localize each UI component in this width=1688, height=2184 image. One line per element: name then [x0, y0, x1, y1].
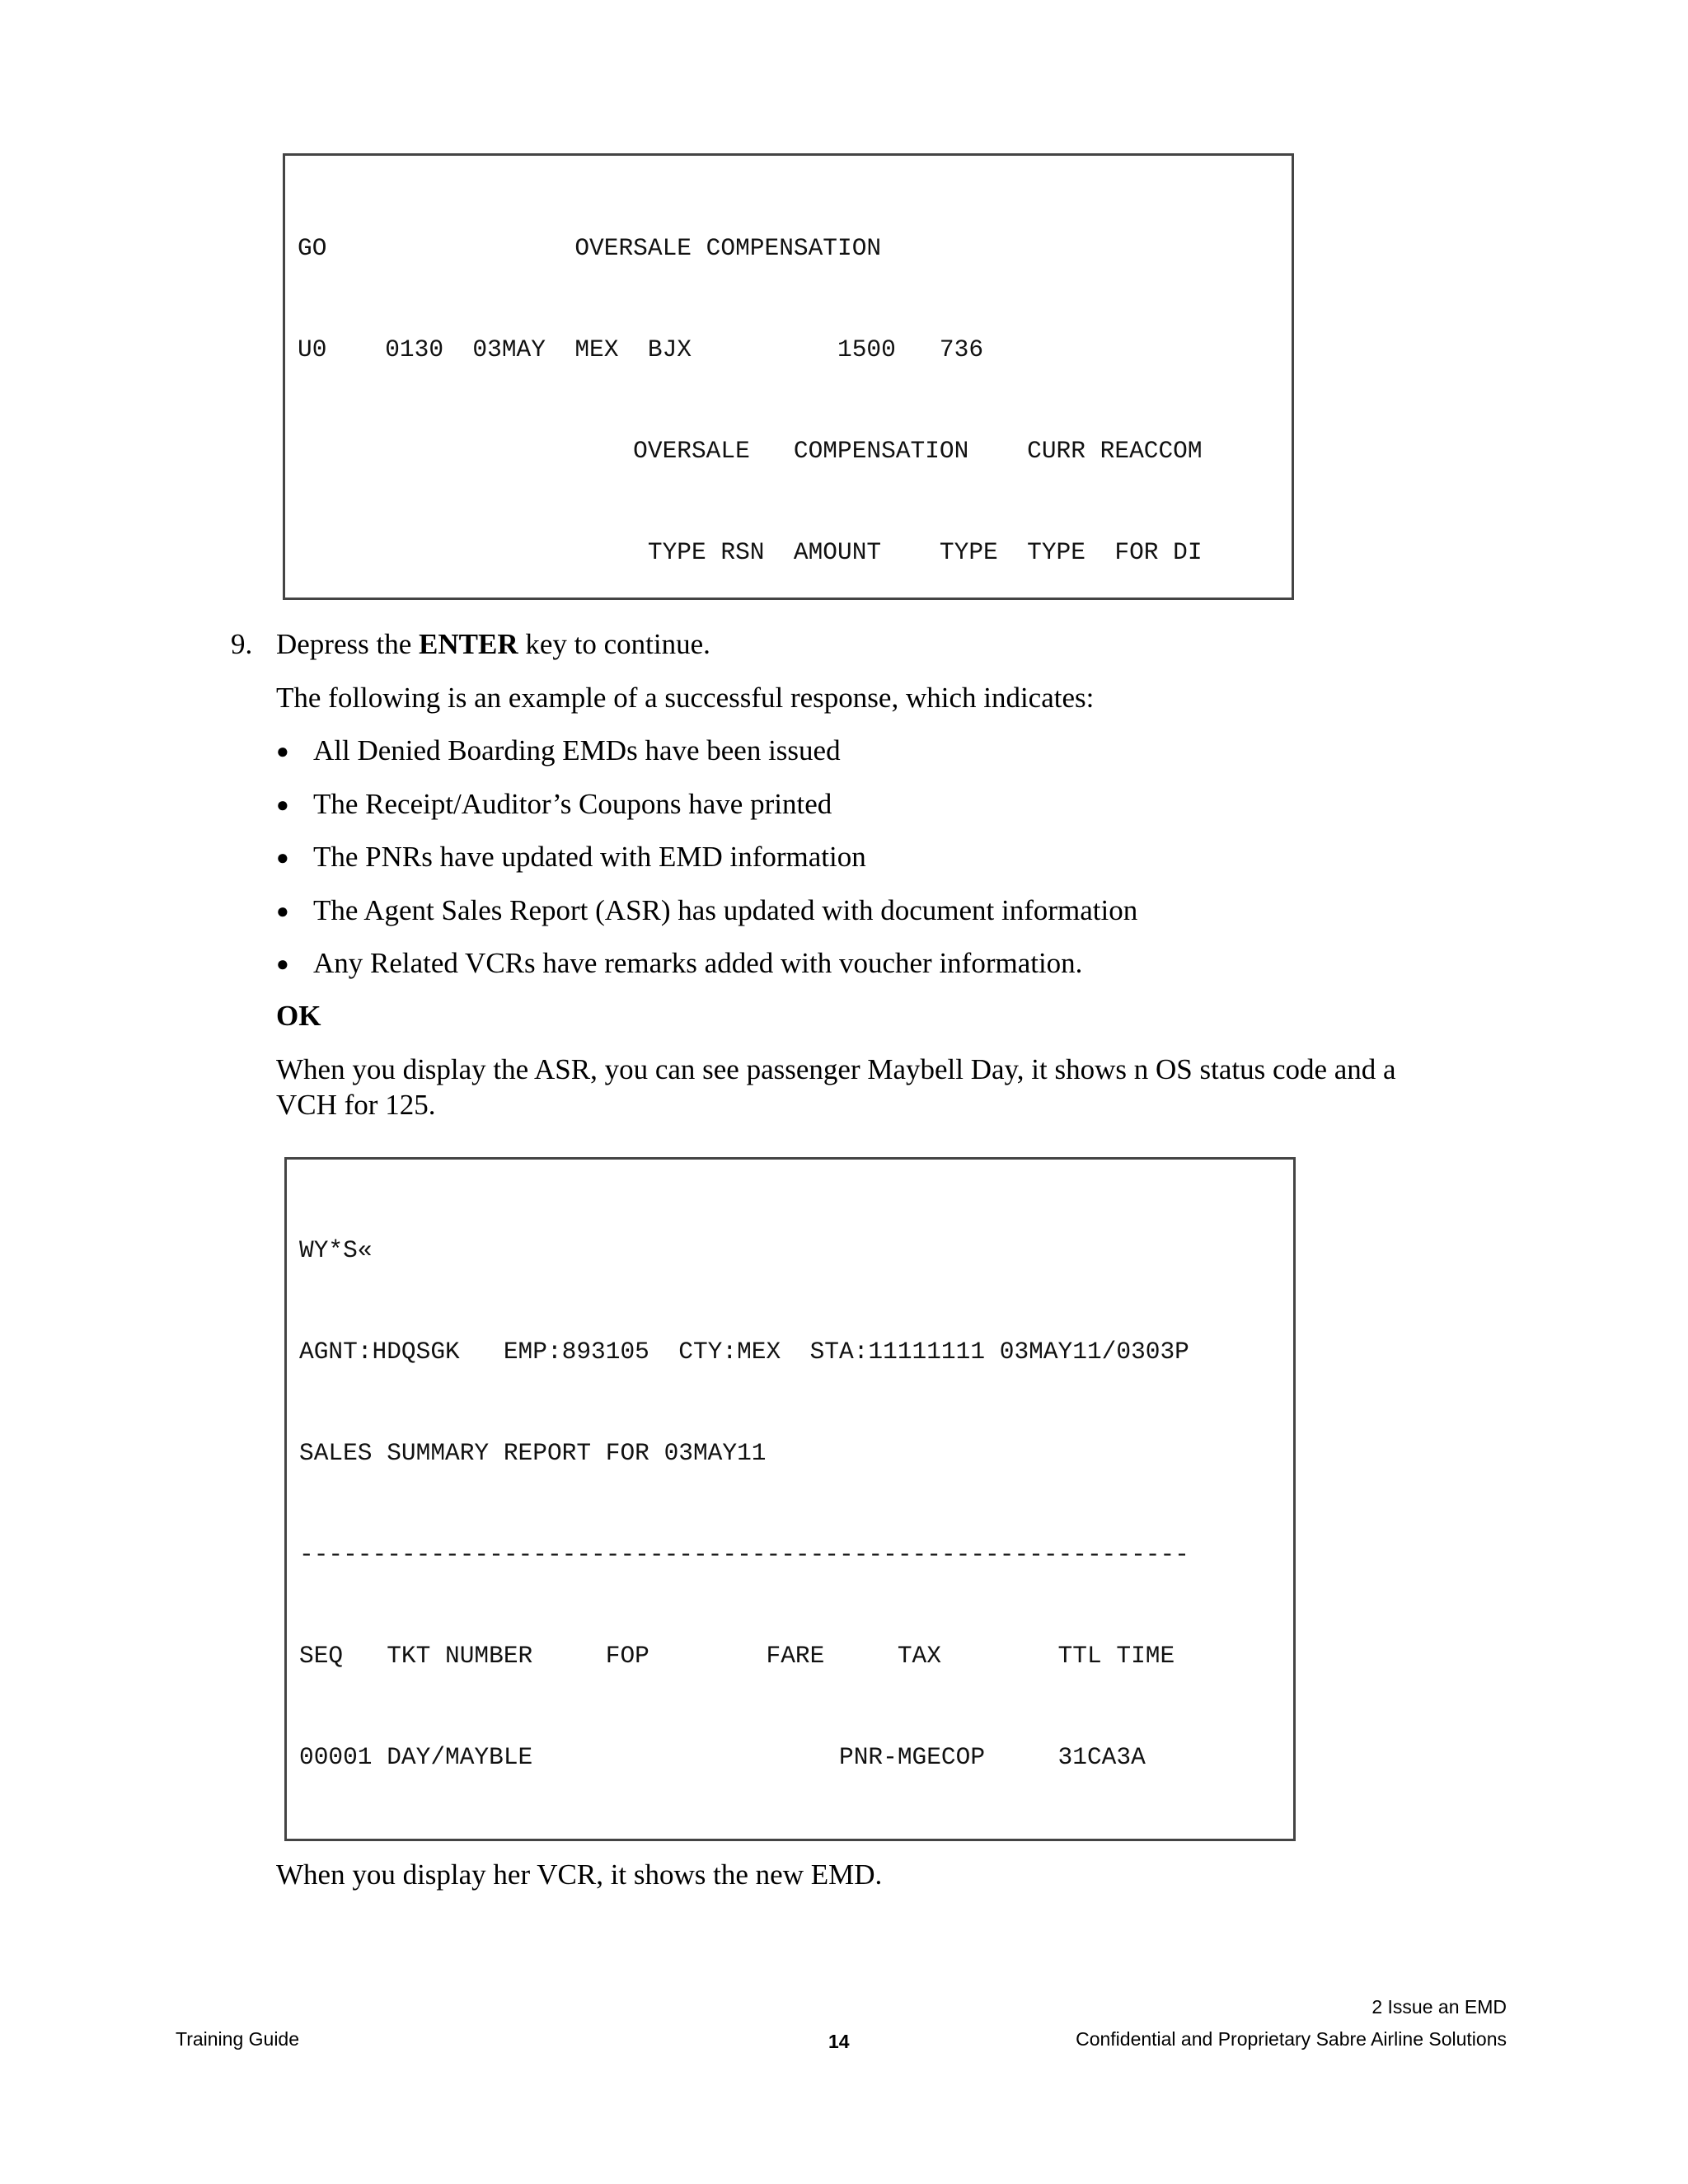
- screen-line: U0 0130 03MAY MEX BJX 1500 736: [298, 335, 984, 363]
- screen-line: OVERSALE COMPENSATION CURR REACCOM: [298, 437, 1203, 465]
- sales-summary-report-screen: [284, 1157, 1296, 1841]
- asr-note-line: VCH for 125.: [276, 1089, 436, 1121]
- intro-paragraph: The following is an example of a successful response, which indicates:: [276, 682, 1095, 714]
- screen-line: AGNT:HDQSGK EMP:893105 CTY:MEX STA:11111111 03MAY11/0303P: [299, 1338, 1189, 1366]
- list-item-text: The Receipt/Auditor’s Coupons have printed: [313, 788, 832, 820]
- screen-line: TYPE RSN AMOUNT TYPE TYPE FOR DI: [298, 538, 1203, 566]
- bullet-icon: ●: [276, 739, 289, 763]
- list-item: [276, 893, 1137, 929]
- bullet-icon: ●: [276, 952, 289, 976]
- step-number: 9.: [231, 628, 253, 660]
- screen-line: -------------------------------------------------------------: [299, 1540, 1189, 1568]
- step-suffix: key to continue.: [518, 628, 710, 660]
- list-item-text: The PNRs have updated with EMD information: [313, 841, 866, 873]
- list-item: [276, 839, 866, 875]
- enter-key-label: ENTER: [419, 628, 518, 660]
- asr-note-line: When you display the ASR, you can see passenger Maybell Day, it shows n OS status code and a: [276, 1053, 1396, 1085]
- list-item-text: The Agent Sales Report (ASR) has updated with document information: [313, 894, 1138, 926]
- page-number: 14: [828, 2031, 850, 2052]
- list-item-text: Any Related VCRs have remarks added with voucher information.: [313, 947, 1083, 979]
- screen-line: SALES SUMMARY REPORT FOR 03MAY11: [299, 1439, 767, 1467]
- list-item: [276, 786, 832, 823]
- oversale-compensation-screen: [283, 153, 1294, 600]
- footer-confidential: Confidential and Proprietary Sabre Airline Solutions: [1076, 2028, 1507, 2050]
- screen-line: SEQ TKT NUMBER FOP FARE TAX TTL TIME: [299, 1642, 1175, 1670]
- bullet-icon: ●: [276, 899, 289, 923]
- list-item: [276, 733, 841, 769]
- ok-label: OK: [276, 1000, 321, 1032]
- screen-line: GO OVERSALE COMPENSATION: [298, 234, 882, 262]
- vcr-note: When you display her VCR, it shows the new EMD.: [276, 1858, 883, 1891]
- screen-line: 00001 DAY/MAYBLE PNR-MGECOP 31CA3A: [299, 1743, 1146, 1771]
- footer-title: Training Guide: [176, 2028, 300, 2050]
- bullet-icon: ●: [276, 846, 289, 869]
- list-item: [276, 945, 1082, 982]
- screen-line: WY*S«: [299, 1236, 373, 1264]
- bullet-icon: ●: [276, 793, 289, 817]
- list-item-text: All Denied Boarding EMDs have been issued: [313, 734, 841, 766]
- step-prefix: Depress the: [276, 628, 420, 660]
- step-instruction: [231, 626, 710, 662]
- footer-chapter: 2 Issue an EMD: [1372, 1996, 1507, 2018]
